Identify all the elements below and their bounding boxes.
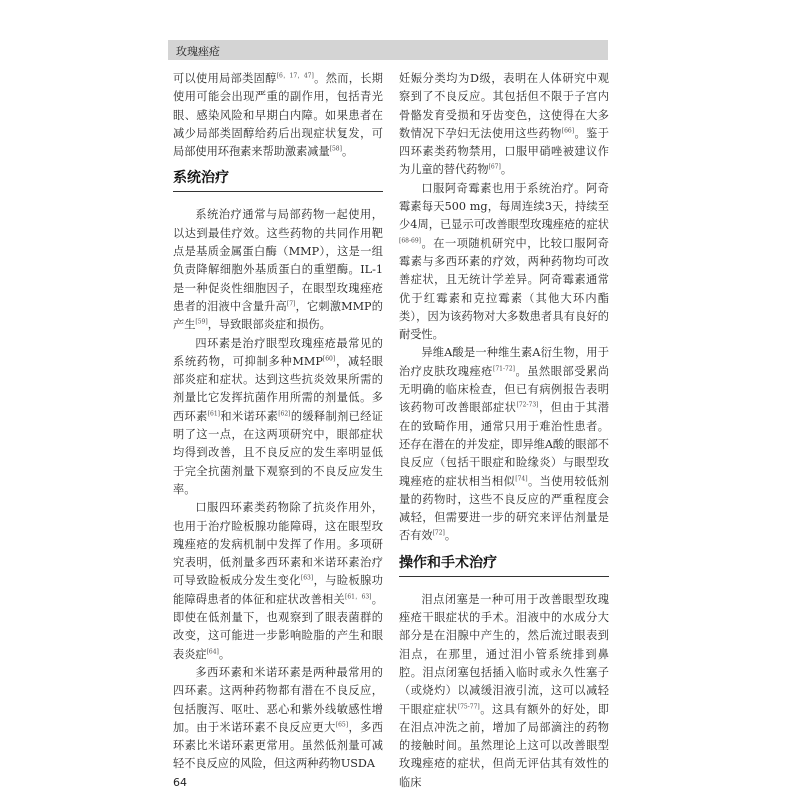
page-number: 64 bbox=[173, 776, 187, 789]
paragraph: 四环素是治疗眼型玫瑰痤疮最常见的系统药物，可抑制多种MMP[60]，减轻眼部炎症和症状。达到这些抗炎效果所需的剂量比它发挥抗菌作用所需的剂量低。多西环素[61]和米诺环素[62]的缓释制剂已经证明了这一点，在这两项研究中，眼部症状均得到改善，且不良反应的发生率明显低于完全抗菌剂量下观察到的不良反应发生率。 bbox=[173, 336, 383, 496]
right-column bbox=[399, 70, 609, 792]
citation: [61，63] bbox=[345, 592, 372, 600]
citation: [6，17，47] bbox=[276, 72, 314, 80]
citation: [7] bbox=[286, 300, 296, 308]
citation: [60] bbox=[322, 355, 336, 363]
citation: [72] bbox=[432, 529, 445, 537]
citation: [67] bbox=[488, 163, 501, 171]
citation: [71-72] bbox=[493, 365, 515, 373]
running-header-title: 玫瑰痤疮 bbox=[176, 45, 220, 58]
paragraph: 口服阿奇霉素也用于系统治疗。阿奇霉素每天500 mg，每周连续3天，持续至少4周，已显示可改善眼型玫瑰痤疮的症状[68-69]。在一项随机研究中，比较口服阿奇霉素与多西环素的疗效，两种药物均可改善症状，且无统计学差异。阿奇霉素通常优于红霉素和克拉霉素（其他大环内酯类），因为该药物对大多数患者具有良好的耐受性。 bbox=[399, 181, 609, 342]
citation: [58] bbox=[329, 145, 342, 153]
paragraph: 泪点闭塞是一种可用于改善眼型玫瑰痤疮干眼症状的手术。泪液中的水成分大部分是在泪腺中产生的，然后流过眼表到泪点，在那里，通过泪小管系统排到鼻腔。泪点闭塞包括插入临时或永久性塞子（或烧灼）以减缓泪液引流，这可以减轻干眼症症状[75-77]。这具有额外的好处，即在泪点冲洗之前，增加了局部滴注的药物的接触时间。虽然理论上这可以改善眼型玫瑰痤疮的症状，但尚无评估其有效性的临床 bbox=[399, 592, 609, 789]
paragraph: 妊娠分类均为D级，表明在人体研究中观察到了不良反应。其包括但不限于子宫内骨骼发育受损和牙齿变色，这使得在大多数情况下孕妇无法使用这些药物[66]。鉴于四环素类药物禁用，口服甲硝唑被建议作为儿童的替代药物[67]。 bbox=[399, 72, 609, 177]
citation: [63] bbox=[300, 574, 314, 582]
paragraph: 可以使用局部类固醇[6，17，47]。然而，长期使用可能会出现严重的副作用，包括青光眼、感染风险和早期白内障。如果患者在减少局部类固醇给药后出现症状复发，可局部使用环孢素来帮助激素减量[58]。 bbox=[173, 72, 383, 159]
paragraph: 多西环素和米诺环素是两种最常用的四环素。这两种药物都有潜在不良反应，包括腹泻、呕吐、恶心和紫外线敏感性增加。由于米诺环素不良反应更大[65]，多西环素比米诺环素更常用。虽然低剂量可减轻不良反应的风险，但这两种药物USDA bbox=[173, 665, 383, 771]
paragraph: 口服四环素类药物除了抗炎作用外，也用于治疗睑板腺功能障碍，这在眼型玫瑰痤疮的发病机制中发挥了作用。多项研究表明，低剂量多西环素和米诺环素治疗可导致睑板成分发生变化[63]，与睑板腺功能障碍患者的体征和症状改善相关[61，63]。即使在低剂量下，也观察到了眼表菌群的改变，这可能进一步影响睑脂的产生和眼表炎症[64]。 bbox=[173, 501, 383, 661]
citation: [59] bbox=[195, 318, 208, 326]
citation: [75-77] bbox=[457, 702, 480, 710]
citation: [62] bbox=[278, 410, 291, 418]
citation: [66] bbox=[561, 127, 575, 135]
left-column bbox=[173, 70, 383, 774]
citation: [65] bbox=[335, 721, 349, 729]
section-heading-procedural-surgical-treatment: 操作和手术治疗 bbox=[399, 554, 609, 577]
citation: [68-69] bbox=[399, 236, 421, 244]
paragraph: 异维A酸是一种维生素A衍生物，用于治疗皮肤玫瑰痤疮[71-72]。虽然眼部受累尚无明确的临床检查，但已有病例报告表明该药物可改善眼部症状[72-73]，但由于其潜在的致畸作用，通常只用于难治性患者。还存在潜在的并发症，即异维A酸的眼部不良反应（包括干眼症和睑缘炎）与眼型玫瑰痤疮的症状相当相似[74]。当使用较低剂量的药物时，这些不良反应的严重程度会减轻，但需要进一步的研究来评估剂量是否有效[72]。 bbox=[399, 346, 609, 543]
citation: [61] bbox=[207, 410, 221, 418]
paragraph: 系统治疗通常与局部药物一起使用，以达到最佳疗效。这些药物的共同作用靶点是基质金属蛋白酶（MMP），这是一组负责降解细胞外基质蛋白的重塑酶。IL-1是一种促炎性细胞因子，在眼型玫瑰痤疮患者的泪液中含量升高[7]，它刺激MMP的产生[59]，导致眼部炎症和损伤。 bbox=[173, 208, 383, 332]
citation: [64] bbox=[206, 647, 219, 655]
citation: [74] bbox=[515, 474, 528, 482]
running-header-bar bbox=[168, 40, 608, 60]
section-heading-systemic-treatment: 系统治疗 bbox=[173, 169, 383, 192]
citation: [72-73] bbox=[516, 401, 539, 409]
